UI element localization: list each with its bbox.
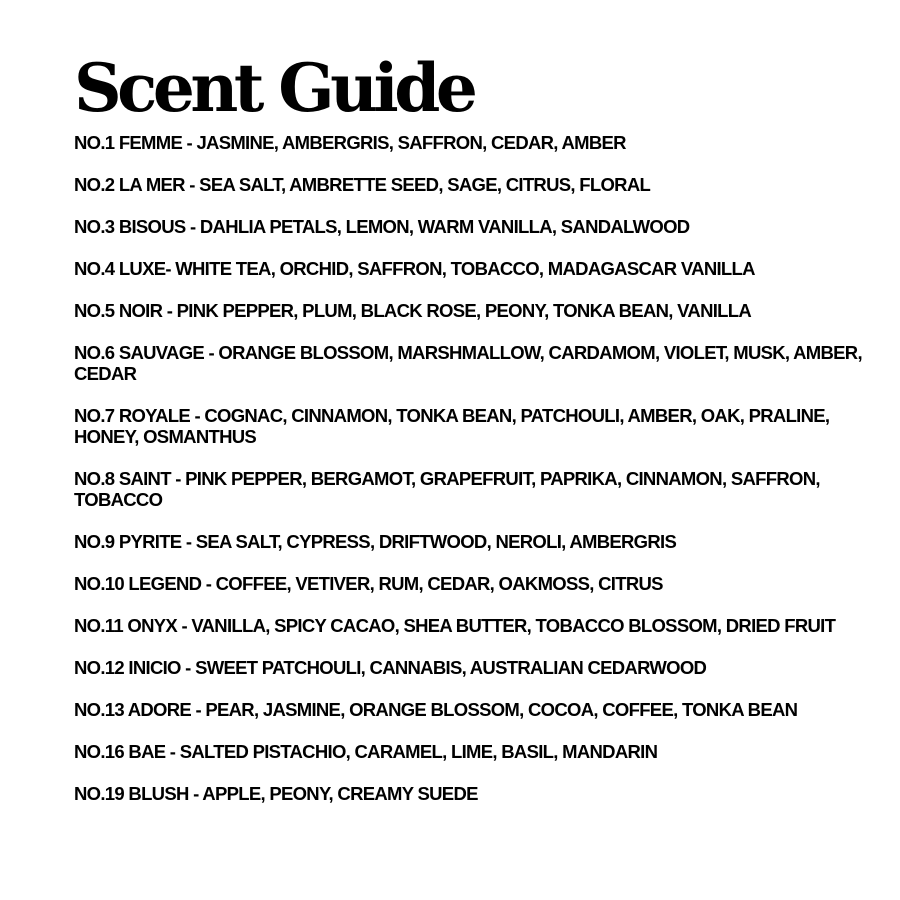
page-title: Scent Guide bbox=[74, 49, 474, 127]
scent-item-3: NO.3 BISOUS - DAHLIA PETALS, LEMON, WARM VANILLA, SANDALWOOD bbox=[74, 216, 690, 237]
scent-item-8: NO.8 SAINT - PINK PEPPER, BERGAMOT, GRAPEFRUIT, PAPRIKA, CINNAMON, SAFFRON, TOBACCO bbox=[74, 468, 820, 510]
scent-item-7: NO.7 ROYALE - COGNAC, CINNAMON, TONKA BEAN, PATCHOULI, AMBER, OAK, PRALINE, HONEY, OSMANTHUS bbox=[74, 405, 830, 447]
scent-item-11: NO.11 ONYX - VANILLA, SPICY CACAO, SHEA BUTTER, TOBACCO BLOSSOM, DRIED FRUIT bbox=[74, 615, 836, 636]
scent-item-10: NO.10 LEGEND - COFFEE, VETIVER, RUM, CEDAR, OAKMOSS, CITRUS bbox=[74, 573, 663, 594]
scent-item-5: NO.5 NOIR - PINK PEPPER, PLUM, BLACK ROSE, PEONY, TONKA BEAN, VANILLA bbox=[74, 300, 752, 321]
scent-item-16: NO.16 BAE - SALTED PISTACHIO, CARAMEL, LIME, BASIL, MANDARIN bbox=[74, 741, 658, 762]
scent-item-12: NO.12 INICIO - SWEET PATCHOULI, CANNABIS, AUSTRALIAN CEDARWOOD bbox=[74, 657, 707, 678]
scent-item-2: NO.2 LA MER - SEA SALT, AMBRETTE SEED, SAGE, CITRUS, FLORAL bbox=[74, 174, 651, 195]
scent-item-6: NO.6 SAUVAGE - ORANGE BLOSSOM, MARSHMALLOW, CARDAMOM, VIOLET, MUSK, AMBER, CEDAR bbox=[74, 342, 862, 384]
scent-item-19: NO.19 BLUSH - APPLE, PEONY, CREAMY SUEDE bbox=[74, 783, 478, 804]
scent-list bbox=[74, 132, 870, 804]
scent-item-1: NO.1 FEMME - JASMINE, AMBERGRIS, SAFFRON, CEDAR, AMBER bbox=[74, 132, 626, 153]
scent-item-9: NO.9 PYRITE - SEA SALT, CYPRESS, DRIFTWOOD, NEROLI, AMBERGRIS bbox=[74, 531, 677, 552]
scent-item-13: NO.13 ADORE - PEAR, JASMINE, ORANGE BLOSSOM, COCOA, COFFEE, TONKA BEAN bbox=[74, 699, 798, 720]
scent-item-4: NO.4 LUXE- WHITE TEA, ORCHID, SAFFRON, TOBACCO, MADAGASCAR VANILLA bbox=[74, 258, 755, 279]
